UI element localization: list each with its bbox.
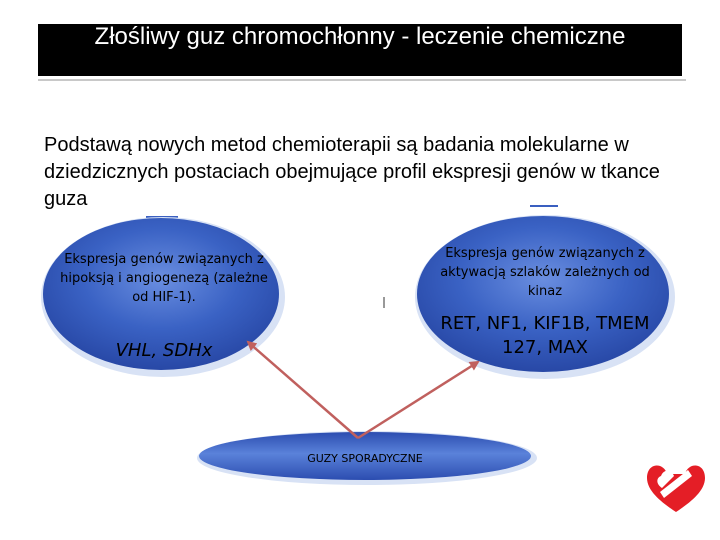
arrow-to-right [358, 362, 478, 438]
intro-text: Podstawą nowych metod chemioterapii są badania molekularne w dziedzicznych postaciach obejmujące profil ekspresji genów w tkance guza [44, 134, 660, 210]
heart-logo-icon [647, 465, 705, 512]
right-ellipse-description: Ekspresja genów związanych z aktywacją szlaków zależnych od kinaz [440, 246, 650, 299]
bottom-ellipse-label: GUZY SPORADYCZNE [307, 452, 423, 465]
left-ellipse-genes: VHL, SDHx [115, 340, 213, 361]
left-ellipse-description: Ekspresja genów związanych z hipoksją i angiogenezą (zależne od HIF-1). [60, 252, 268, 305]
right-ellipse-genes: RET, NF1, KIF1B, TMEM 127, MAX [440, 313, 650, 358]
page-title: Złośliwy guz chromochłonny - leczenie chemiczne [94, 24, 626, 50]
